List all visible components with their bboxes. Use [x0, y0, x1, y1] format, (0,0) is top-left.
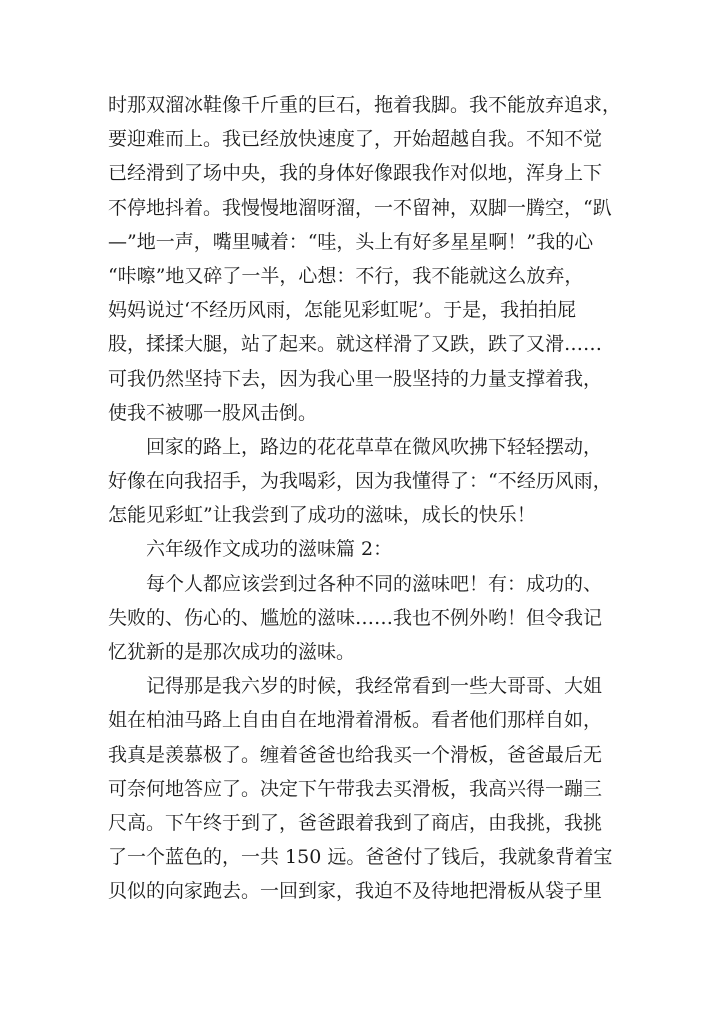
section-heading [108, 532, 628, 566]
text-line [108, 464, 628, 498]
text-line [108, 259, 628, 293]
text-line [108, 156, 628, 190]
line-text: “咔嚓”地又碎了一半，心想：不行，我不能就这么放弃， [108, 264, 584, 287]
line-text: 失败的、伤心的、尴尬的滋味……我也不例外哟！但令我记 [108, 606, 603, 629]
text-line [108, 396, 628, 430]
text-line [108, 635, 628, 669]
line-text: 好像在向我招手，为我喝彩，因为我懂得了：“不经历风雨， [108, 470, 612, 493]
line-text: 股，揉揉大腿，站了起来。就这样滑了又跌，跌了又滑…… [108, 333, 603, 356]
line-text: 可奈何地答应了。决定下午带我去买滑板，我高兴得一蹦三 [108, 777, 603, 800]
line-text: 我真是羡慕极了。缠着爸爸也给我买一个滑板，爸爸最后无 [108, 743, 603, 766]
text-line [108, 327, 628, 361]
text-line [108, 703, 628, 737]
line-text: 了一个蓝色的，一共 150 远。爸爸付了钱后，我就象背着宝 [108, 846, 613, 869]
line-text: 时那双溜冰鞋像千斤重的巨石，拖着我脚。我不能放弃追求， [108, 94, 622, 116]
line-text: 忆犹新的是那次成功的滋味。 [108, 641, 356, 663]
line-text: 六年级作文成功的滋味篇 2： [108, 538, 393, 561]
line-text: 可我仍然坚持下去，因为我心里一股坚持的力量支撑着我， [108, 367, 603, 390]
line-text: 不停地抖着。我慢慢地溜呀溜，一不留神，双脚一腾空，“趴 [108, 196, 612, 219]
text-line [108, 738, 628, 772]
line-text: 回家的路上，路边的花花草草在微风吹拂下轻轻摆动， [108, 435, 603, 458]
line-text: 已经滑到了场中央，我的身体好像跟我作对似地，浑身上下 [108, 162, 603, 185]
line-text: 尺高。下午终于到了，爸爸跟着我到了商店，由我挑，我挑 [108, 811, 603, 834]
text-line [108, 669, 628, 703]
line-text: 记得那是我六岁的时候，我经常看到一些大哥哥、大姐 [108, 675, 603, 698]
line-text: 怎能见彩虹”让我尝到了成功的滋味，成长的快乐！ [108, 504, 536, 527]
text-line [108, 122, 628, 156]
text-line [108, 88, 628, 122]
text-line [108, 567, 628, 601]
line-text: 要迎难而上。我已经放快速度了，开始超越自我。不知不觉 [108, 128, 603, 151]
document-page [108, 88, 628, 909]
text-line [108, 225, 628, 259]
text-line [108, 430, 628, 464]
line-text: 每个人都应该尝到过各种不同的滋味吧！有：成功的、 [108, 572, 603, 595]
text-line [108, 362, 628, 396]
line-text: 使我不被哪一股风击倒。 [108, 401, 318, 424]
line-text: 姐在柏油马路上自由自在地滑着滑板。看者他们那样自如， [108, 709, 603, 732]
line-text: 贝似的向家跑去。一回到家，我迫不及待地把滑板从袋子里 [108, 880, 603, 903]
line-text: 妈妈说过‘不经历风雨，怎能见彩虹呢’。于是，我拍拍屁 [108, 299, 577, 322]
text-line [108, 191, 628, 225]
line-text: —”地一声，嘴里喊着：“哇，头上有好多星星啊！”我的心 [108, 230, 594, 253]
text-line [108, 772, 628, 806]
text-line [108, 498, 628, 532]
text-line [108, 806, 628, 840]
text-line [108, 840, 628, 874]
text-line [108, 601, 628, 635]
text-line [108, 293, 628, 327]
text-line [108, 874, 628, 908]
